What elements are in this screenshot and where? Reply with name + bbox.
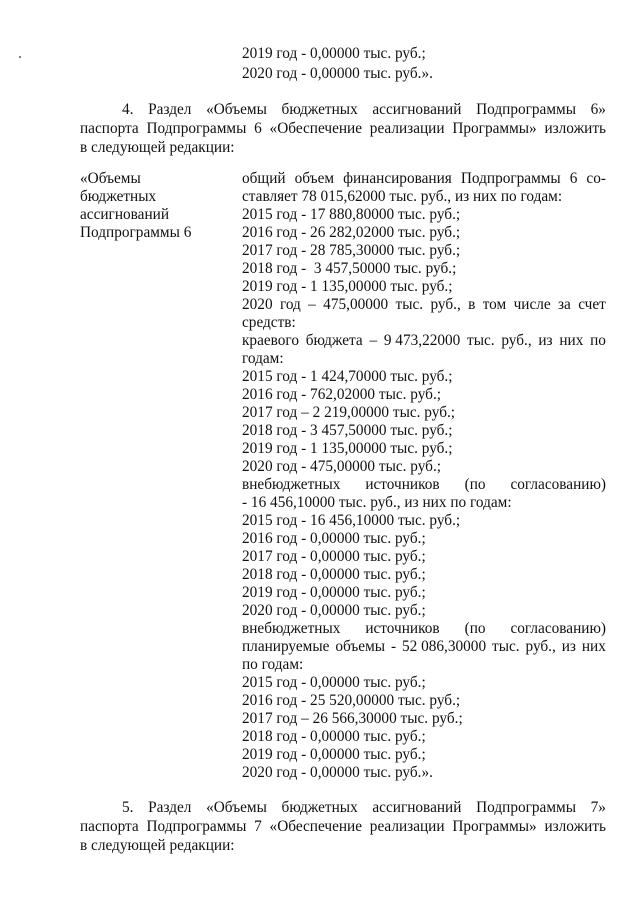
word: -: [390, 638, 397, 655]
content-line: по годам:: [242, 656, 304, 673]
content-line: 2019 год - 0,00000 тыс. руб.;: [242, 746, 426, 763]
word: (по: [464, 620, 486, 637]
word: 2020: [242, 296, 273, 313]
content-line: 2016 год - 0,00000 тыс. руб.;: [242, 530, 426, 547]
word: планируемые: [242, 638, 330, 655]
content-line: 2016 год - 25 520,00000 тыс. руб.;: [242, 692, 461, 709]
word: «Объемы: [206, 799, 267, 816]
word: из: [561, 638, 576, 655]
word: финансирования: [343, 170, 452, 187]
word: –: [308, 296, 316, 313]
content-line: [242, 170, 606, 188]
word: реализации: [369, 120, 445, 137]
item5-line1: [122, 799, 606, 817]
word: Программы»: [452, 818, 537, 835]
content-line: 2018 год - 0,00000 тыс. руб.;: [242, 728, 426, 745]
word: том: [482, 296, 507, 313]
word: руб.,: [501, 332, 532, 349]
word: объемы: [335, 638, 386, 655]
word: руб.,: [430, 296, 461, 313]
word: –: [369, 332, 378, 349]
content-line: 2018 год - 3 457,50000 тыс. руб.;: [242, 260, 457, 277]
content-line: [242, 620, 606, 638]
content-line: 2017 год – 2 219,00000 тыс. руб.;: [242, 404, 456, 421]
content-line: 2020 год - 0,00000 тыс. руб.;: [242, 602, 426, 619]
content-line: 2017 год - 28 785,30000 тыс. руб.;: [242, 242, 461, 259]
item4-line3: в следующей редакции:: [80, 139, 235, 156]
word: паспорта: [80, 120, 139, 137]
word: 5.: [122, 799, 134, 816]
content-line: 2015 год - 17 880,80000 тыс. руб.;: [242, 206, 461, 223]
content-line: 2017 год – 26 566,30000 тыс. руб.;: [242, 710, 463, 727]
label-line: Подпрограммы 6: [80, 224, 192, 241]
content-line: 2015 год - 16 456,10000 тыс. руб.;: [242, 512, 461, 529]
word: внебюджетных: [242, 620, 341, 637]
word: 52 086,30000: [401, 638, 487, 655]
word: изложить: [544, 818, 606, 835]
content-line: ставляет 78 015,62000 тыс. руб., из них по годам:: [242, 188, 563, 205]
item4-line1: [122, 101, 606, 119]
content-line: [242, 638, 606, 656]
word: со-: [586, 170, 606, 187]
word: Раздел: [148, 799, 192, 816]
content-line: 2017 год - 0,00000 тыс. руб.;: [242, 548, 426, 565]
word: Подпрограммы: [476, 101, 576, 118]
year-line: 2020 год - 0,00000 тыс. руб.».: [242, 65, 433, 82]
word: источников: [365, 620, 440, 637]
word: счет: [578, 296, 606, 313]
word: бюджетных: [281, 799, 358, 816]
word: объем: [294, 170, 335, 187]
label-line: бюджетных: [80, 188, 157, 205]
word: по: [590, 332, 606, 349]
content-line: 2016 год - 26 282,02000 тыс. руб.;: [242, 224, 461, 241]
word: год: [279, 296, 301, 313]
word: (по: [464, 476, 486, 493]
word: бюджета: [305, 332, 363, 349]
content-line: 2019 год - 1 135,00000 тыс. руб.;: [242, 440, 453, 457]
word: в: [468, 296, 476, 313]
word: внебюджетных: [242, 476, 341, 493]
item5-line2: [80, 818, 606, 836]
content-line: 2019 год - 1 135,00000 тыс. руб.;: [242, 278, 453, 295]
word: Раздел: [148, 101, 192, 118]
word: «Объемы: [206, 101, 267, 118]
word: изложить: [544, 120, 606, 137]
word: Подпрограммы: [476, 799, 576, 816]
word: паспорта: [80, 818, 139, 835]
content-line: [242, 332, 606, 350]
word: из: [538, 332, 553, 349]
word: тыс.: [395, 296, 424, 313]
word: «Обеспечение: [269, 818, 363, 835]
content-line: 2015 год - 0,00000 тыс. руб.;: [242, 674, 426, 691]
word: ассигнований: [372, 101, 462, 118]
word: Программы»: [452, 120, 537, 137]
word: 4.: [122, 101, 134, 118]
word: источников: [365, 476, 440, 493]
word: тыс.: [492, 638, 520, 655]
word: руб.,: [525, 638, 556, 655]
label-line: ассигнований: [80, 206, 170, 223]
content-line: [242, 296, 606, 314]
word: 6: [254, 120, 262, 137]
word: Подпрограммы: [146, 120, 247, 137]
content-line: [242, 476, 606, 494]
word: них: [559, 332, 584, 349]
word: за: [558, 296, 571, 313]
label-line: «Объемы: [80, 170, 141, 187]
content-line: годам:: [242, 350, 284, 367]
content-line: 2018 год - 3 457,50000 тыс. руб.;: [242, 422, 453, 439]
word: них: [581, 638, 606, 655]
scan-speck: [19, 56, 21, 58]
content-line: 2020 год - 0,00000 тыс. руб.».: [242, 764, 433, 781]
word: 7»: [590, 799, 606, 816]
word: ассигнований: [372, 799, 462, 816]
word: общий: [242, 170, 286, 187]
word: тыс.: [467, 332, 495, 349]
word: 9 473,22000: [383, 332, 461, 349]
word: краевого: [242, 332, 299, 349]
word: 6»: [590, 101, 606, 118]
word: 6: [569, 170, 578, 187]
word: бюджетных: [281, 101, 358, 118]
word: реализации: [369, 818, 445, 835]
word: 475,00000: [323, 296, 389, 313]
content-line: 2019 год - 0,00000 тыс. руб.;: [242, 584, 426, 601]
content-line: - 16 456,10000 тыс. руб., из них по годам:: [242, 494, 512, 511]
word: согласованию): [510, 476, 606, 493]
item5-line3: в следующей редакции:: [80, 837, 235, 854]
word: согласованию): [510, 620, 606, 637]
word: 7: [254, 818, 262, 835]
content-line: 2020 год - 475,00000 тыс. руб.;: [242, 458, 442, 475]
word: числе: [513, 296, 551, 313]
item4-line2: [80, 120, 606, 138]
content-line: 2015 год - 1 424,70000 тыс. руб.;: [242, 368, 453, 385]
word: Подпрограммы: [460, 170, 561, 187]
content-line: 2018 год - 0,00000 тыс. руб.;: [242, 566, 426, 583]
content-line: 2016 год - 762,02000 тыс. руб.;: [242, 386, 442, 403]
year-line: 2019 год - 0,00000 тыс. руб.;: [242, 45, 426, 62]
content-line: средств:: [242, 314, 296, 331]
word: Подпрограммы: [146, 818, 247, 835]
word: «Обеспечение: [269, 120, 363, 137]
